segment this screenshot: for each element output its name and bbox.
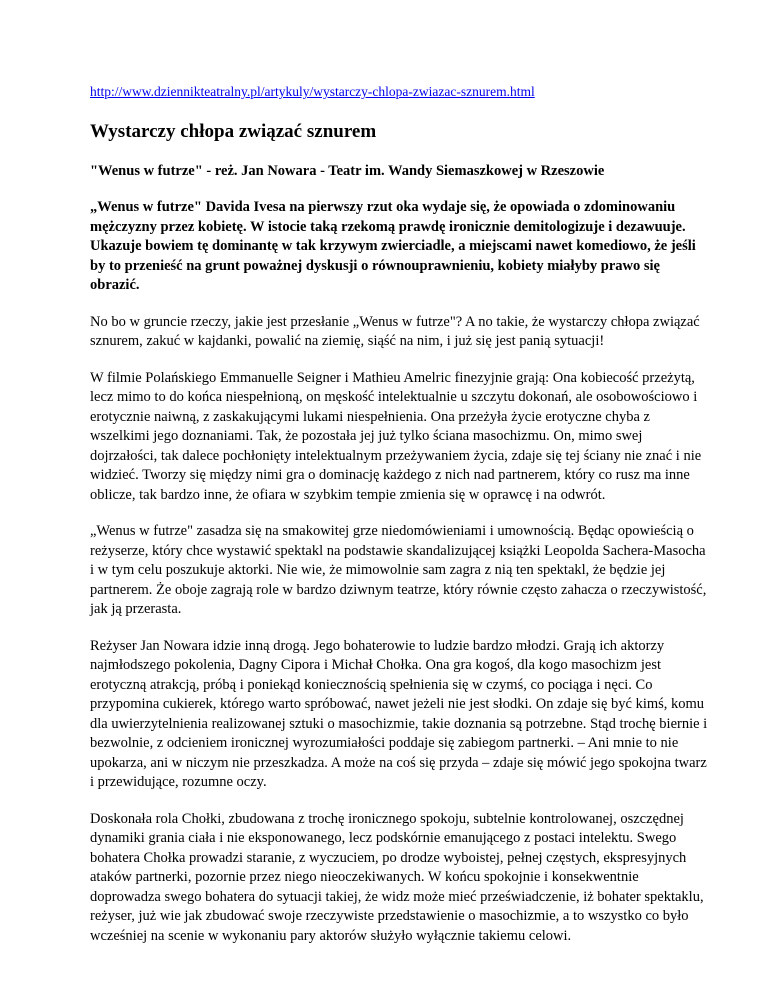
paragraph: Reżyser Jan Nowara idzie inną drogą. Jego bohaterowie to ludzie bardzo młodzi. Grają ich aktorzy najmłodszego pokolenia, Dagny Cipora i Michał Chołka. Ona gra kogoś, dla kogo masochizm jest erotyczną atrakcją, próbą i poniekąd koniecznością spełnienia się w czymś, co pociąga i nęci. Co przypomina cukierek, którego warto spróbować, nawet jeżeli nie jest słodki. On zdaje się być kimś, komu dla uwierzytelnienia realizowanej sztuki o masochizmie, takie doznania są potrzebne. Stąd trochę biernie i bezwolnie, z odcieniem ironicznej wyrozumiałości poddaje się zabiegom partnerki. – Ani mnie to nie upokarza, ani w niczym nie przeszkadza. A może na coś się przyda – zdaje się mówić jego spokojna twarz i przewidujące, rozumne oczy. [90, 637, 708, 790]
paragraph: „Wenus w futrze" zasadza się na smakowitej grze niedomówieniami i umownością. Będąc opowieścią o reżyserze, który chce wystawić spektakl na podstawie skandalizującej książki Leopolda Sachera-Masocha i w tym celu poszukuje aktorki. Nie wie, że mimowolnie sam zagra z nią ten spektakl, że będzie jej partnerem. Że oboje zagrają role w bardzo dziwnym teatrze, który równie często zahacza o rzeczywistość, jak ją przerasta. [90, 523, 707, 617]
paragraph: Doskonała rola Chołki, zbudowana z trochę ironicznego spokoju, subtelnie kontrolowanej, oszczędnej dynamiki grania ciała i nie eksponowanego, lecz podskórnie emanującego z postaci intelektu. Swego bohatera Chołka prowadzi staranie, z wyczuciem, po drodze wyboistej, pełnej częstych, ekspresyjnych ataków partnerki, pozornie przez niego nieoczekiwanych. W końcu spokojnie i konsekwentnie doprowadza swego bohatera do sytuacji takiej, że widz może mieć przeświadczenie, iż bohater spektaklu, reżyser, już wie jak zbudować swoje rzeczywiste przedstawienie o masochizmie, a to wszystko co było wcześniej na scenie w wykonaniu pary aktorów służyło wyłącznie takiemu celowi. [90, 810, 704, 944]
article-lead: „Wenus w futrze" Davida Ivesa na pierwszy rzut oka wydaje się, że opowiada o zdominowaniu mężczyzny przez kobietę. W istocie taką rzekomą prawdę ironicznie demitologizuje i dezawuuje. Ukazuje bowiem tę dominantę w tak krzywym zwierciadle, a miejscami nawet komediowo, że jeśli by to przenieść na grunt poważnej dyskusji o równouprawnieniu, kobiety miałyby prawo się obrazić. [90, 199, 696, 293]
paragraph: W filmie Polańskiego Emmanuelle Seigner i Mathieu Amelric finezyjnie grają: Ona kobiecość przeżytą, lecz mimo to do końca niespełnioną, on męskość intelektualnie u szczytu dokonań, ale osobowościowo i erotycznie naiwną, z zaskakującymi lukami niespełnienia. Ona przeżyła życie erotyczne chyba z wszelkimi jego doznaniami. Tak, że pozostała jej już tylko ściana masochizmu. On, mimo swej dojrzałości, tak dalece pochłonięty intelektualnym przeżywaniem życia, zdaje się tej ściany nie znać i nie widzieć. Tworzy się między nimi gra o dominację każdego z nich nad partnerem, który co rusz ma inne oblicze, tak bardzo inne, że ofiara w szybkim tempie zmienia się w oprawcę i na odwrót. [90, 369, 702, 503]
source-url-link[interactable]: http://www.dziennikteatralny.pl/artykuly/wystarczy-chlopa-zwiazac-sznurem.html [90, 84, 535, 99]
article-title: Wystarczy chłopa związać sznurem [90, 121, 377, 142]
paragraph: No bo w gruncie rzeczy, jakie jest przesłanie „Wenus w futrze"? A no takie, że wystarczy chłopa związać sznurem, zakuć w kajdanki, powalić na ziemię, siąść na nim, i już się jest panią sytuacji! [90, 313, 700, 349]
article-subtitle: "Wenus w futrze" - reż. Jan Nowara - Teatr im. Wandy Siemaszkowej w Rzeszowie [90, 163, 605, 179]
article-body [90, 313, 708, 947]
